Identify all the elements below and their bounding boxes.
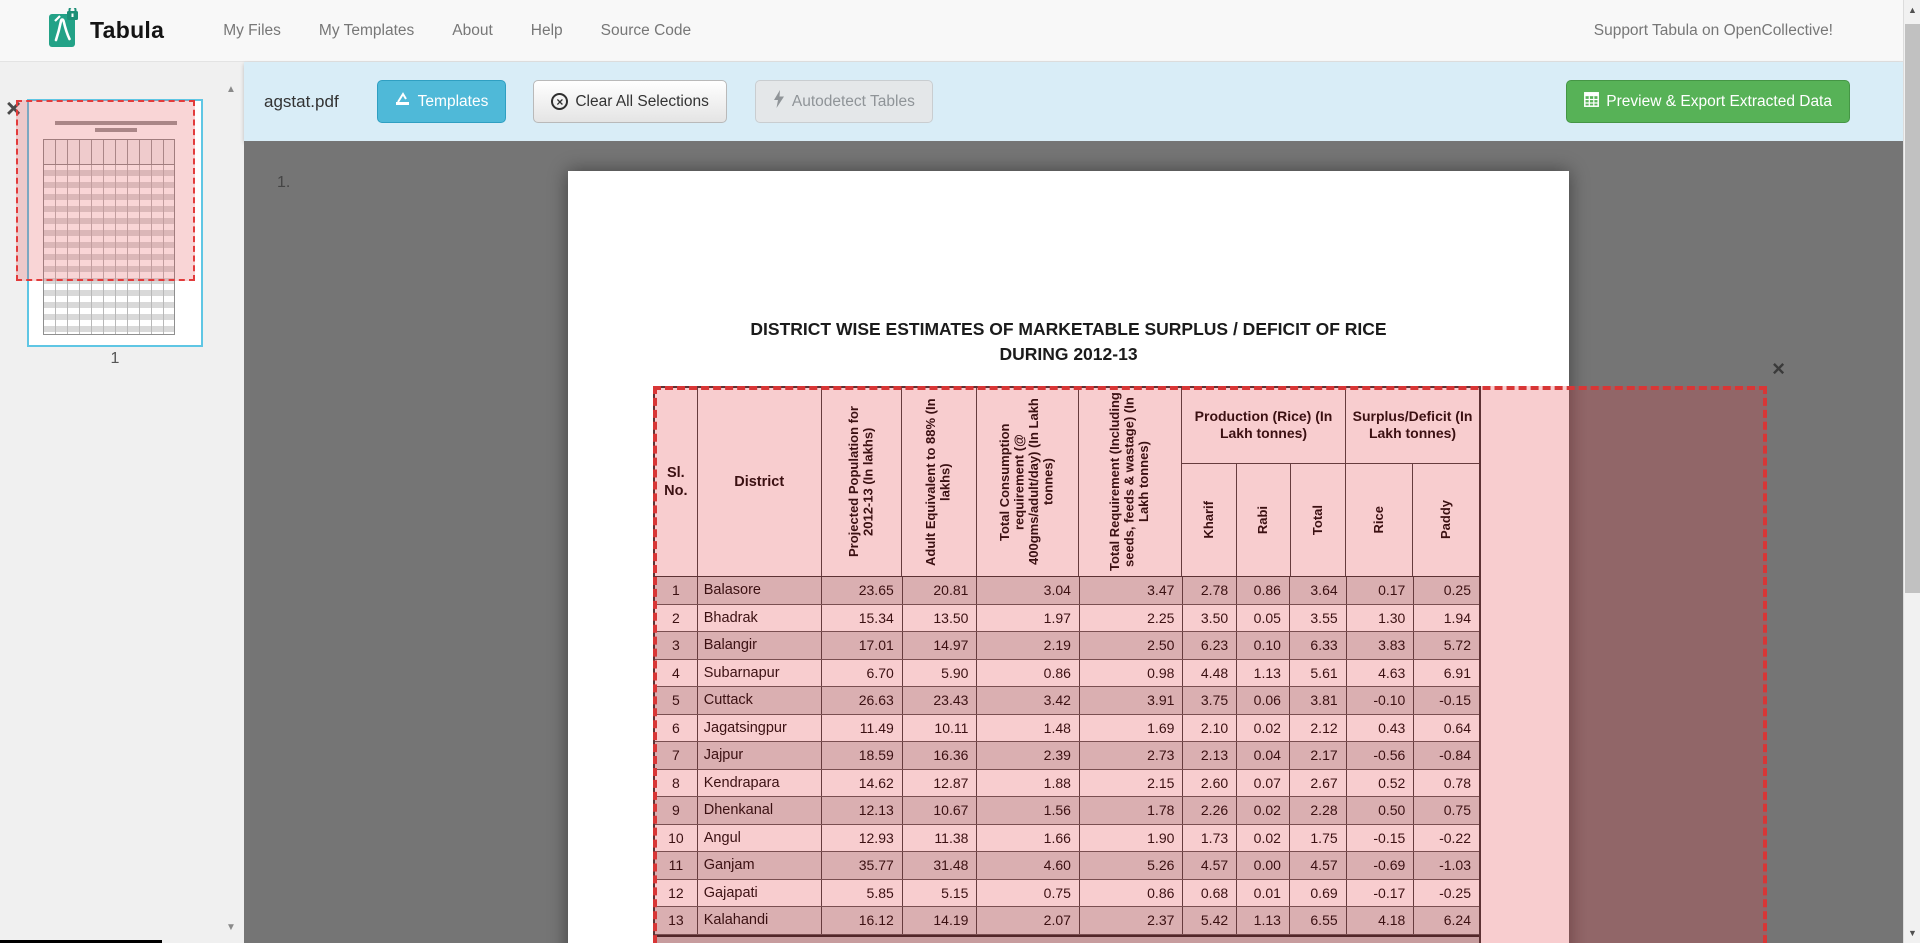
table-cell: 13	[655, 907, 698, 934]
table-cell: 2.37	[1080, 907, 1183, 934]
clear-selections-button[interactable]: × Clear All Selections	[533, 80, 727, 123]
col-header-rice: Rice	[1346, 464, 1413, 576]
sidebar	[0, 62, 244, 943]
table-cell: Bhadrak	[698, 605, 822, 632]
table-cell: 14.19	[903, 907, 978, 934]
table-cell: 15.34	[822, 605, 903, 632]
table-cell: Subarnapur	[698, 660, 822, 687]
lightning-icon	[773, 90, 785, 113]
table-cell: 6.23	[1183, 632, 1237, 659]
col-header-district: District	[698, 388, 822, 576]
nav-menu	[204, 0, 710, 61]
nav-item-source-code[interactable]: Source Code	[600, 21, 692, 39]
table-cell: Kalahandi	[698, 907, 822, 934]
table-cell: 16.36	[903, 742, 978, 769]
table-cell: -0.84	[1439, 747, 1471, 764]
table-cell: Gajapati	[698, 880, 822, 907]
table-cell: 35.77	[822, 852, 903, 879]
col-header-total-requirement: Total Requirement (Including seeds, feeds & wastage) (In Lakh tonnes)	[1079, 388, 1182, 576]
table-cell: Angul	[698, 825, 822, 852]
document-title: DISTRICT WISE ESTIMATES OF MARKETABLE SURPLUS / DEFICIT OF RICE DURING 2012-13	[750, 319, 1387, 364]
col-group-production: Production (Rice) (In Lakh tonnes) Kharif Rabi Total	[1182, 388, 1346, 576]
table-cell: 2.10	[1183, 715, 1237, 742]
table-cell: 20.81	[903, 577, 978, 604]
table-cell: 6.55	[1290, 907, 1347, 934]
table-cell: Kendrapara	[698, 770, 822, 797]
table-cell: 18.59	[822, 742, 903, 769]
thumbnail-page-number: 1	[110, 350, 120, 367]
table-cell: 1.88	[977, 770, 1079, 797]
table-cell: -0.25	[1439, 884, 1471, 901]
table-cell: 10	[655, 825, 698, 852]
table-cell: 16.12	[822, 907, 903, 934]
table-cell: 3.04	[977, 577, 1079, 604]
table-cell: 1.56	[977, 797, 1079, 824]
nav-item-about[interactable]: About	[452, 21, 493, 39]
table-cell: 4.63	[1347, 660, 1415, 687]
support-link[interactable]: Support Tabula on OpenCollective!	[1593, 21, 1833, 39]
col-header-total: Total	[1309, 504, 1325, 535]
table-cell: 3.83	[1347, 632, 1415, 659]
table-cell: 5.15	[903, 880, 978, 907]
table-cell: 4.57	[1290, 852, 1347, 879]
col-header-adult-equivalent: Adult Equivalent to 88% (In lakhs)	[902, 388, 976, 576]
table-cell: 0.98	[1080, 660, 1183, 687]
selection-close-icon[interactable]: ×	[1772, 356, 1785, 381]
table-cell: 3.81	[1290, 687, 1347, 714]
table-cell: 1.73	[1183, 825, 1237, 852]
table-cell: 0.86	[1080, 880, 1183, 907]
table-cell: 1.90	[1080, 825, 1183, 852]
table-cell: 5.72	[1443, 637, 1471, 654]
navbar	[0, 0, 1903, 62]
table-cell: 6.24	[1443, 912, 1471, 929]
table-cell: 0.69	[1290, 880, 1347, 907]
table-cell: 1.30	[1347, 605, 1415, 632]
table-cell: 2.15	[1080, 770, 1183, 797]
scrollbar-down-icon[interactable]: ▼	[1908, 928, 1917, 938]
table-cell: 0.06	[1237, 687, 1290, 714]
col-header-rabi: Rabi	[1237, 464, 1292, 576]
table-cell: 5.42	[1183, 907, 1237, 934]
table-cell: 0.02	[1237, 797, 1290, 824]
col-header-projected-population: Projected Population for 2012-13 (In lakhs)	[822, 388, 902, 576]
spreadsheet-icon	[1584, 92, 1599, 112]
nav-item-my-templates[interactable]: My Templates	[318, 21, 415, 39]
table-cell: 0.86	[1237, 577, 1290, 604]
table-cell: 12	[655, 880, 698, 907]
remove-file-icon[interactable]: ×	[6, 93, 22, 123]
table-cell: 5	[655, 687, 698, 714]
table-cell: Ganjam	[698, 852, 822, 879]
col-group-surplus-deficit: Surplus/Deficit (In Lakh tonnes) Rice Paddy	[1346, 388, 1479, 576]
table-cell: 1.97	[977, 605, 1079, 632]
templates-button[interactable]: Templates	[377, 80, 507, 123]
table-cell: 0.17	[1347, 577, 1415, 604]
table-cell: 0.86	[977, 660, 1079, 687]
table-cell: 6.91	[1443, 664, 1471, 681]
table-cell: 5.61	[1290, 660, 1347, 687]
table-cell: 0.05	[1237, 605, 1290, 632]
table-cell: 2.07	[977, 907, 1079, 934]
table-cell: 3.55	[1290, 605, 1347, 632]
table-selection-box[interactable]	[653, 356, 1785, 943]
table-cell: -0.56	[1347, 742, 1415, 769]
col-header-kharif: Kharif	[1182, 464, 1237, 576]
nav-item-my-files[interactable]: My Files	[223, 21, 281, 39]
table-cell: 23.65	[822, 577, 903, 604]
table-cell: 7	[655, 742, 698, 769]
table-cell: 2.17	[1290, 742, 1347, 769]
table-cell: 17.01	[822, 632, 903, 659]
table-cell: 2.67	[1290, 770, 1347, 797]
sidebar-scroll-down-icon[interactable]: ▼	[226, 922, 236, 933]
table-cell: 10.67	[903, 797, 978, 824]
table-cell: 4.48	[1183, 660, 1237, 687]
table-cell: 2	[655, 605, 698, 632]
page-marker: 1.	[277, 174, 291, 191]
table-cell: Balangir	[698, 632, 822, 659]
table-cell: 0.25	[1443, 582, 1471, 599]
table-cell: 3.50	[1183, 605, 1237, 632]
table-cell: 3.91	[1080, 687, 1183, 714]
table-cell: 14.97	[903, 632, 978, 659]
table-cell: -0.22	[1439, 829, 1471, 846]
table-cell: -0.15	[1347, 825, 1415, 852]
table-cell: 0.75	[1443, 802, 1471, 819]
window-scrollbar	[1903, 0, 1920, 943]
table-cell: Cuttack	[698, 687, 822, 714]
table-cell: 2.25	[1080, 605, 1183, 632]
table-cell: 2.60	[1183, 770, 1237, 797]
table-cell: 2.78	[1183, 577, 1237, 604]
table-cell: 6.70	[822, 660, 903, 687]
table-cell: -0.15	[1439, 692, 1471, 709]
table-cell: 1	[655, 577, 698, 604]
nav-item-help[interactable]: Help	[530, 21, 563, 39]
table-cell: 0.02	[1237, 825, 1290, 852]
table-cell: 0.64	[1443, 719, 1471, 736]
table-cell: 26.63	[822, 687, 903, 714]
table-cell: 6.33	[1290, 632, 1347, 659]
table-cell: 5.90	[903, 660, 978, 687]
scrollbar-up-icon[interactable]: ▲	[1908, 5, 1917, 15]
pdf-viewer	[244, 141, 1903, 943]
table-cell: 0.07	[1237, 770, 1290, 797]
table-cell: 8	[655, 770, 698, 797]
col-header-total-consumption: Total Consumption requirement (@ 400gms/adult/day) (In Lakh tonnes)	[977, 388, 1079, 576]
templates-icon	[395, 92, 411, 112]
table-cell: 5.85	[822, 880, 903, 907]
table-cell: 0.00	[1237, 852, 1290, 879]
table-cell: 2.12	[1290, 715, 1347, 742]
table-cell: 1.69	[1080, 715, 1183, 742]
brand[interactable]	[48, 8, 164, 53]
table-cell: 3.47	[1080, 577, 1183, 604]
table-cell: 1.94	[1443, 609, 1471, 626]
table-cell: 2.39	[977, 742, 1079, 769]
table-cell: -0.17	[1347, 880, 1415, 907]
table-cell: 4.18	[1347, 907, 1415, 934]
table-cell: -0.69	[1347, 852, 1415, 879]
table-cell: 10.11	[903, 715, 978, 742]
table-cell: -0.10	[1347, 687, 1415, 714]
col-header-paddy: Paddy	[1437, 500, 1453, 540]
table-cell: 3.42	[977, 687, 1079, 714]
table-cell: 0.68	[1183, 880, 1237, 907]
table-cell: 13.50	[903, 605, 978, 632]
table-cell: 2.19	[977, 632, 1079, 659]
table-cell: 3.64	[1290, 577, 1347, 604]
table-cell: 0.52	[1347, 770, 1415, 797]
table-cell: 1.13	[1237, 907, 1290, 934]
table-cell: 12.87	[903, 770, 978, 797]
table-cell: Jajpur	[698, 742, 822, 769]
table-cell: 31.48	[903, 852, 978, 879]
table-cell: 11.49	[822, 715, 903, 742]
table-cell: 2.13	[1183, 742, 1237, 769]
table-cell: 0.04	[1237, 742, 1290, 769]
table-cell: 4.57	[1183, 852, 1237, 879]
table-cell: 3	[655, 632, 698, 659]
table-cell: 0.75	[977, 880, 1079, 907]
thumbnail-selection-box[interactable]	[16, 100, 195, 281]
table-cell: 2.26	[1183, 797, 1237, 824]
filename-label: agstat.pdf	[264, 91, 339, 111]
tabula-logo-icon	[48, 8, 80, 53]
table-cell: 0.43	[1347, 715, 1415, 742]
table-cell: 0.02	[1237, 715, 1290, 742]
table-cell: 0.50	[1347, 797, 1415, 824]
table-cell: 5.26	[1080, 852, 1183, 879]
table-cell: 9	[655, 797, 698, 824]
table-cell: 2.50	[1080, 632, 1183, 659]
table-cell: 1.48	[977, 715, 1079, 742]
brand-name: Tabula	[90, 17, 165, 43]
table-cell: Dhenkanal	[698, 797, 822, 824]
table-cell: 4	[655, 660, 698, 687]
clear-circle-x-icon: ×	[551, 93, 568, 110]
table-cell: 11.38	[903, 825, 978, 852]
table-cell: 1.75	[1290, 825, 1347, 852]
autodetect-tables-button[interactable]: Autodetect Tables	[755, 80, 933, 123]
table-cell: 11	[655, 852, 698, 879]
table-cell: 1.78	[1080, 797, 1183, 824]
col-header-slno: Sl. No.	[655, 388, 698, 576]
toolbar	[244, 62, 1903, 141]
table-cell: 0.78	[1443, 774, 1471, 791]
sidebar-scroll-up-icon[interactable]: ▲	[226, 84, 236, 95]
table-cell: 4.60	[977, 852, 1079, 879]
table-cell: 3.75	[1183, 687, 1237, 714]
preview-export-button[interactable]: Preview & Export Extracted Data	[1566, 80, 1850, 123]
scrollbar-thumb[interactable]	[1905, 24, 1920, 593]
table-cell: 23.43	[903, 687, 978, 714]
table-cell: 0.01	[1237, 880, 1290, 907]
table-cell: 0.10	[1237, 632, 1290, 659]
table-cell: 1.13	[1237, 660, 1290, 687]
table-cell: Jagatsingpur	[698, 715, 822, 742]
table-cell: 2.73	[1080, 742, 1183, 769]
table-cell: -1.03	[1439, 857, 1471, 874]
table-cell: 2.28	[1290, 797, 1347, 824]
table-cell: Balasore	[698, 577, 822, 604]
table-cell: 6	[655, 715, 698, 742]
table-cell: 1.66	[977, 825, 1079, 852]
table-cell: 12.13	[822, 797, 903, 824]
table-cell: 14.62	[822, 770, 903, 797]
table-cell: 12.93	[822, 825, 903, 852]
